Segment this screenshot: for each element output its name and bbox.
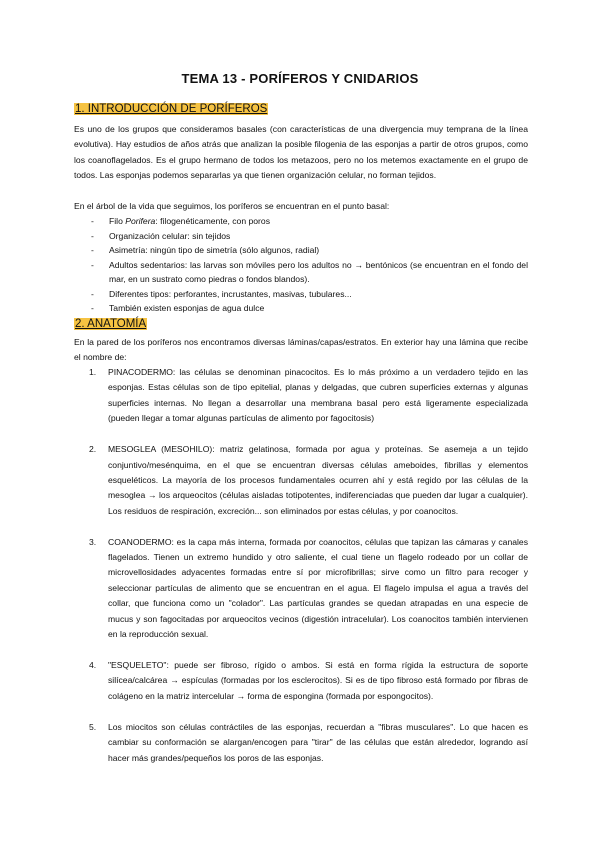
section-1-intro: Es uno de los grupos que consideramos basales (con características de una divergencia muy temprana de la línea evolutiva). Hay estudios de años atrás que analizan la posible filogenia de las esponjas a partir de otros grupos, como los coanoflagelados. Es el grupo hermano de todos los metazoos, pero no los metemos exactamente en el grupo de todos. Las esponjas podemos separarlas ya que tienen organización celular, no forman tejidos. bbox=[74, 124, 528, 181]
list-item-coanodermo: 3. COANODERMO: es la capa más interna, formada por coanocitos, células que tapizan las cámaras y canales flagelados. Tienen un extremo hundido y otro saliente, el cual tiene un flagelo rodeado por un collar de microvellosidades adyacentes formadas entre sí por microfibrillas; sirve como un filtro para recoger y seleccionar partículas de alimento que se encuentran en el agua. El flagelo impulsa el agua a través del collar, que funciona como un "colador". Las partículas grandes se quedan atrapadas en una especie de mucus y son fagocitadas por arqueocitos vecinos (digestión intracelular). Los coanocitos también intervienen en la reproducción sexual. bbox=[89, 536, 528, 640]
document-title: TEMA 13 - PORÍFEROS Y CNIDARIOS bbox=[181, 71, 419, 86]
section-2-heading-text: 2. ANATOMÍA bbox=[75, 318, 147, 330]
list-item-esqueleto: 4. "ESQUELETO": puede ser fibroso, rígido o ambos. Si está en forma rígida la estructura de soporte silícea/calcárea → espículas (formadas por los esclerocitos). Si es de tipo fibroso está formado por fibras de colágeno en la matriz intercelular → forma de espongina (formada por espongocitos). bbox=[89, 660, 528, 701]
list-item: - También existen esponjas de agua dulce bbox=[74, 301, 528, 316]
list-item: - Asimetría: ningún tipo de simetría (sólo algunos, radial) bbox=[74, 243, 528, 258]
list-item-pinacodermo: 1. PINACODERMO: las células se denominan pinacocitos. Es lo más próximo a un verdadero tejido en las esponjas. Estas células son de tipo epitelial, planas y delgadas, que cubren superficies externas y algunas superficies internas. No llegan a desarrollar una membrana basal pero está ligeramente especializada (pueden llegar a tomar algunas partículas de alimento por fagocitosis) bbox=[89, 367, 528, 424]
list-item: - Diferentes tipos: perforantes, incrustantes, masivas, tubulares... bbox=[74, 287, 528, 302]
section-2-heading bbox=[74, 318, 147, 330]
section-1-heading-text: 1. INTRODUCCIÓN DE PORÍFEROS bbox=[75, 103, 268, 115]
list-item: - Organización celular: sin tejidos bbox=[74, 229, 528, 244]
porifera-characteristics-list bbox=[74, 214, 528, 316]
list-item: - Adultos sedentarios: las larvas son móviles pero los adultos no → bentónicos (se encuentran en el fondo del mar, en un sustrato como piedras o fondos blandos). bbox=[74, 258, 528, 287]
list-item-miocitos: 5. Los miocitos son células contráctiles de las esponjas, recuerdan a "fibras musculares". Lo que hacen es cambiar su conformación se alargan/encogen para "tirar" de las células que están alrededor, logrando así hacer más grandes/pequeños los poros de las esponjas. bbox=[89, 721, 528, 763]
list-item-mesoglea: 2. MESOGLEA (MESOHILO): matriz gelatinosa, formada por agua y proteínas. Se asemeja a un tejido conjuntivo/mesénquima, en el que se encuentran diversas células ameboides, fibrillas y elementos esqueléticos. La mayoría de los procesos fundamentales ocurren ahí y está regido por las células de la mesoglea → los arqueocitos (células aisladas totipotentes, indiferenciadas que pueden dar lugar a cualquier). Los residuos de respiración, excreción... son eliminados por estas células, y por coanocitos. bbox=[89, 444, 528, 516]
anatomy-layers-list bbox=[74, 365, 528, 781]
tree-of-life-text: En el árbol de la vida que seguimos, los poríferos se encuentran en el punto basal: bbox=[74, 201, 390, 211]
list-item: - Filo Porifera: filogenéticamente, con poros bbox=[74, 214, 528, 229]
section-2-intro: En la pared de los poríferos nos encontramos diversas láminas/capas/estratos. En exterior hay una lámina que recibe el nombre de: bbox=[74, 337, 528, 363]
section-1-heading bbox=[74, 103, 268, 115]
